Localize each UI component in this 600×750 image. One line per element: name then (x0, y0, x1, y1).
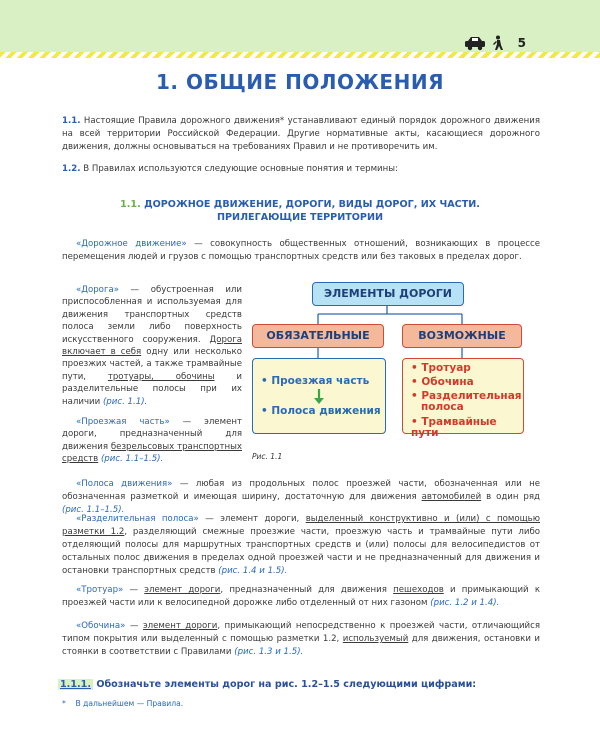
paragraph-text: В Правилах используются следующие основные понятия и термины: (83, 164, 398, 174)
header-stripe (0, 52, 600, 58)
page-title: 1. ОБЩИЕ ПОЛОЖЕНИЯ (156, 70, 444, 94)
diagram-mandatory-list (252, 358, 386, 434)
diagram-item-tramway: • Трамвайные пути (411, 416, 497, 439)
term: «Обочина» (76, 621, 126, 631)
task-text: Обозначьте элементы дорог на рис. 1.2–1.5 следующими цифрами: (96, 679, 477, 690)
figure-caption: Рис. 1.1 (252, 452, 283, 461)
pedestrian-icon (493, 36, 503, 51)
term: «Проезжая часть» (76, 417, 170, 427)
definition-sidewalk: «Тротуар» — элемент дороги, предназначенный для движения пешеходов и примыкающий к проезжей части или к велосипедной дорожке либо отделенный от них газоном (рис. 1.2 и 1.4). (62, 585, 541, 608)
paragraph-number: 1.1. (62, 116, 81, 126)
diagram-item-divider-cont: полоса (421, 401, 464, 413)
task-number: 1.1.1. (60, 679, 91, 690)
paragraph-1-2 (62, 163, 540, 176)
term: «Дорога» (76, 285, 119, 295)
header-icons (464, 35, 514, 51)
definition-road: «Дорога» — обустроенная или приспособленная и используемая для движения транспортных средств полоса земли либо поверхность искусственного сооружения. Дорога включает в себя одну или несколько проезжих частей, а также трамвайные пути, тротуары, обочины и разделительные полосы при их наличии (рис. 1.1). (62, 285, 242, 407)
diagram-optional-list (402, 358, 524, 439)
diagram-item-carriageway: • Проезжая часть (261, 375, 370, 387)
road-elements-diagram (250, 280, 525, 470)
section-heading-line-1: 1.1. ДОРОЖНОЕ ДВИЖЕНИЕ, ДОРОГИ, ВИДЫ ДОРОГ, ИХ ЧАСТИ. (120, 199, 480, 210)
definition-traffic: «Дорожное движение» — совокупность общественных отношений, возникающих в процессе перемещения людей и грузов с помощью транспортных средств или без таковых в пределах дорог. (62, 239, 541, 262)
term: «Разделительная полоса» (76, 514, 199, 524)
diagram-item-sidewalk: • Тротуар (411, 362, 471, 374)
diagram-mandatory-box: ОБЯЗАТЕЛЬНЫЕ (252, 324, 384, 348)
term: «Полоса движения» (76, 479, 173, 489)
paragraph-1-1 (62, 115, 540, 154)
down-arrow-icon (313, 389, 325, 405)
definition-carriageway: «Проезжая часть» — элемент дороги, предназначенный для движения безрельсовых транспортных средств (рис. 1.1–1.5). (62, 417, 242, 465)
term: «Дорожное движение» (76, 239, 187, 249)
paragraph-number: 1.2. (62, 164, 81, 174)
footnote-text: В дальнейшем — Правила. (75, 699, 184, 708)
diagram-item-shoulder: • Обочина (411, 376, 474, 388)
definition-lane: «Полоса движения» — любая из продольных полос проезжей части, обозначенная или не обозначенная разметкой и имеющая ширину, достаточную для движения автомобилей в один ряд (рис. 1.1–1.5). (62, 479, 541, 515)
section-heading-line-2: ПРИЛЕГАЮЩИЕ ТЕРРИТОРИИ (216, 212, 384, 223)
footnote (62, 699, 183, 708)
footnote-mark: * (62, 699, 66, 708)
term: «Тротуар» (76, 585, 124, 595)
diagram-item-divider: • Разделительная (411, 390, 522, 402)
diagram-root-box: ЭЛЕМЕНТЫ ДОРОГИ (312, 282, 464, 306)
diagram-item-lane: • Полоса движения (261, 405, 381, 417)
page-number: 5 (517, 36, 526, 50)
definition-divider: «Разделительная полоса» — элемент дороги, выделенный конструктивно и (или) с помощью разметки 1.2, разделяющий смежные проезжие части, проезжую часть и трамвайные пути либо отделяющий полосы для маршрутных транспортных средств и (или) полосы для велосипедистов от остальных полос движения в пределах одной проезжей части и не предназначенный для движения и остановки транспортных средств (рис. 1.4 и 1.5). (62, 514, 540, 576)
car-icon (465, 37, 485, 50)
paragraph-text: Настоящие Правила дорожного движения* устанавливают единый порядок дорожного движения на всей территории Российской Федерации. Другие нормативные акты, касающиеся дорожного движения, должны основываться на требованиях Правил и не противоречить им. (62, 116, 540, 152)
definition-shoulder: «Обочина» — элемент дороги, примыкающий непосредственно к проезжей части, отличающийся типом покрытия или выделенный с помощью разметки 1.2, используемый для движения, остановки и стоянки в соответствии с Правилами (рис. 1.3 и 1.5). (62, 621, 541, 657)
diagram-optional-box: ВОЗМОЖНЫЕ (402, 324, 522, 348)
section-heading (0, 198, 600, 224)
task-1-1-1 (58, 679, 540, 690)
